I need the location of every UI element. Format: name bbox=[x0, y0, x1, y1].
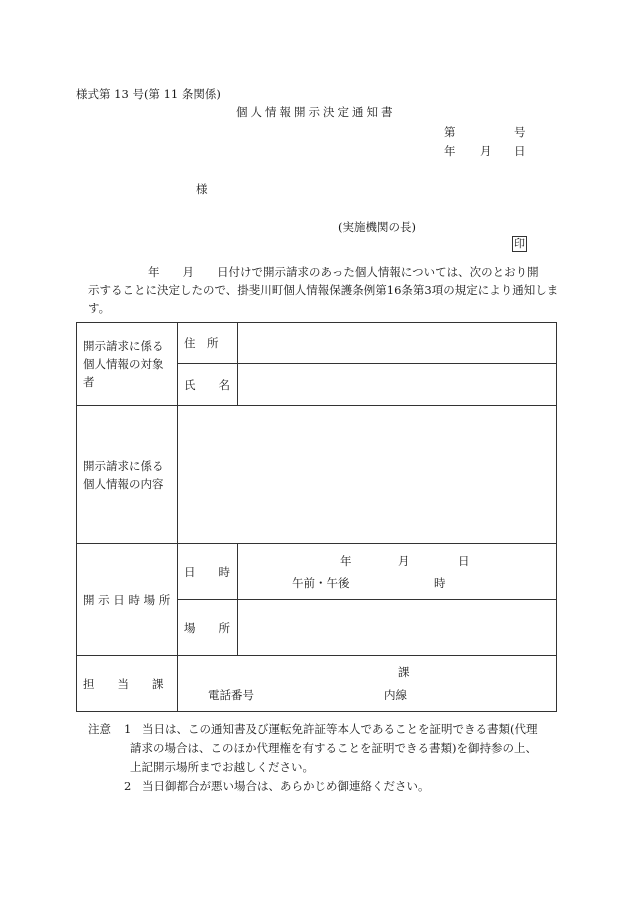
body-line-1: 年 月 日付けで開示請求のあった個人情報については、次のとおり開 bbox=[148, 265, 539, 279]
issuer-title: (実施機関の長) bbox=[338, 220, 416, 234]
place-field[interactable] bbox=[238, 600, 557, 656]
note-1-line-1: 当日は、この通知書及び運転免許証等本人であることを証明できる書類(代理 bbox=[142, 722, 538, 736]
place-label: 場 所 bbox=[178, 600, 238, 656]
seal-mark bbox=[512, 236, 527, 252]
form-number: 様式第 13 号(第 11 条関係) bbox=[76, 87, 221, 101]
note-2-number: 2 bbox=[124, 779, 132, 793]
date-month: 月 bbox=[480, 144, 492, 158]
datetime-month: 月 bbox=[398, 554, 410, 568]
subject-label-line2: 個人情報の対象 bbox=[83, 357, 164, 371]
date-year: 年 bbox=[444, 144, 456, 158]
subject-label-line1: 開示請求に係る bbox=[83, 339, 164, 353]
extension-label: 内線 bbox=[384, 688, 407, 702]
notes-section bbox=[88, 720, 558, 796]
content-label-line1: 開示請求に係る bbox=[83, 458, 164, 473]
seal-icon: 印 bbox=[514, 237, 525, 250]
subject-label-cell bbox=[77, 323, 178, 406]
body-line-3: す。 bbox=[88, 301, 111, 315]
address-field[interactable] bbox=[238, 323, 557, 364]
number-dai: 第 bbox=[444, 125, 456, 139]
date-day: 日 bbox=[514, 144, 526, 158]
notes-heading: 注意 bbox=[88, 722, 111, 736]
number-go: 号 bbox=[514, 125, 526, 139]
disclosure-table bbox=[76, 322, 557, 712]
note-1-number: 1 bbox=[124, 722, 132, 736]
datetime-hour: 時 bbox=[434, 576, 446, 590]
document-title: 個人情報開示決定通知書 bbox=[236, 105, 396, 119]
body-line-2: 示することに決定したので、掛斐川町個人情報保護条例第16条第3項の規定により通知しま bbox=[88, 283, 559, 297]
phone-label: 電話番号 bbox=[208, 688, 254, 702]
address-label: 住 所 bbox=[178, 323, 238, 364]
datetime-label: 日 時 bbox=[178, 544, 238, 600]
datetime-field[interactable] bbox=[238, 544, 557, 600]
datetime-year: 年 bbox=[340, 554, 352, 568]
name-field[interactable] bbox=[238, 364, 557, 406]
subject-label-line3: 者 bbox=[83, 375, 95, 389]
content-field[interactable] bbox=[178, 406, 557, 544]
dept-field[interactable] bbox=[178, 656, 557, 712]
note-2-text: 当日御都合が悪い場合は、あらかじめ御連絡ください。 bbox=[142, 779, 430, 793]
dept-ka: 課 bbox=[398, 665, 410, 679]
content-label-line2: 個人情報の内容 bbox=[83, 476, 164, 491]
am-pm: 午前・午後 bbox=[292, 576, 350, 590]
datetime-day: 日 bbox=[458, 554, 470, 568]
note-1-line-2: 請求の場合は、このほか代理権を有することを証明できる書類)を御持参の上、 bbox=[130, 741, 537, 755]
name-label: 氏 名 bbox=[178, 364, 238, 406]
content-label-cell bbox=[77, 406, 178, 544]
datetime-place-label: 開 示 日 時 場 所 bbox=[77, 544, 178, 656]
dept-label: 担 当 課 bbox=[77, 656, 178, 712]
note-1-line-3: 上記開示場所までお越しください。 bbox=[130, 760, 314, 774]
addressee-suffix: 様 bbox=[196, 182, 208, 196]
